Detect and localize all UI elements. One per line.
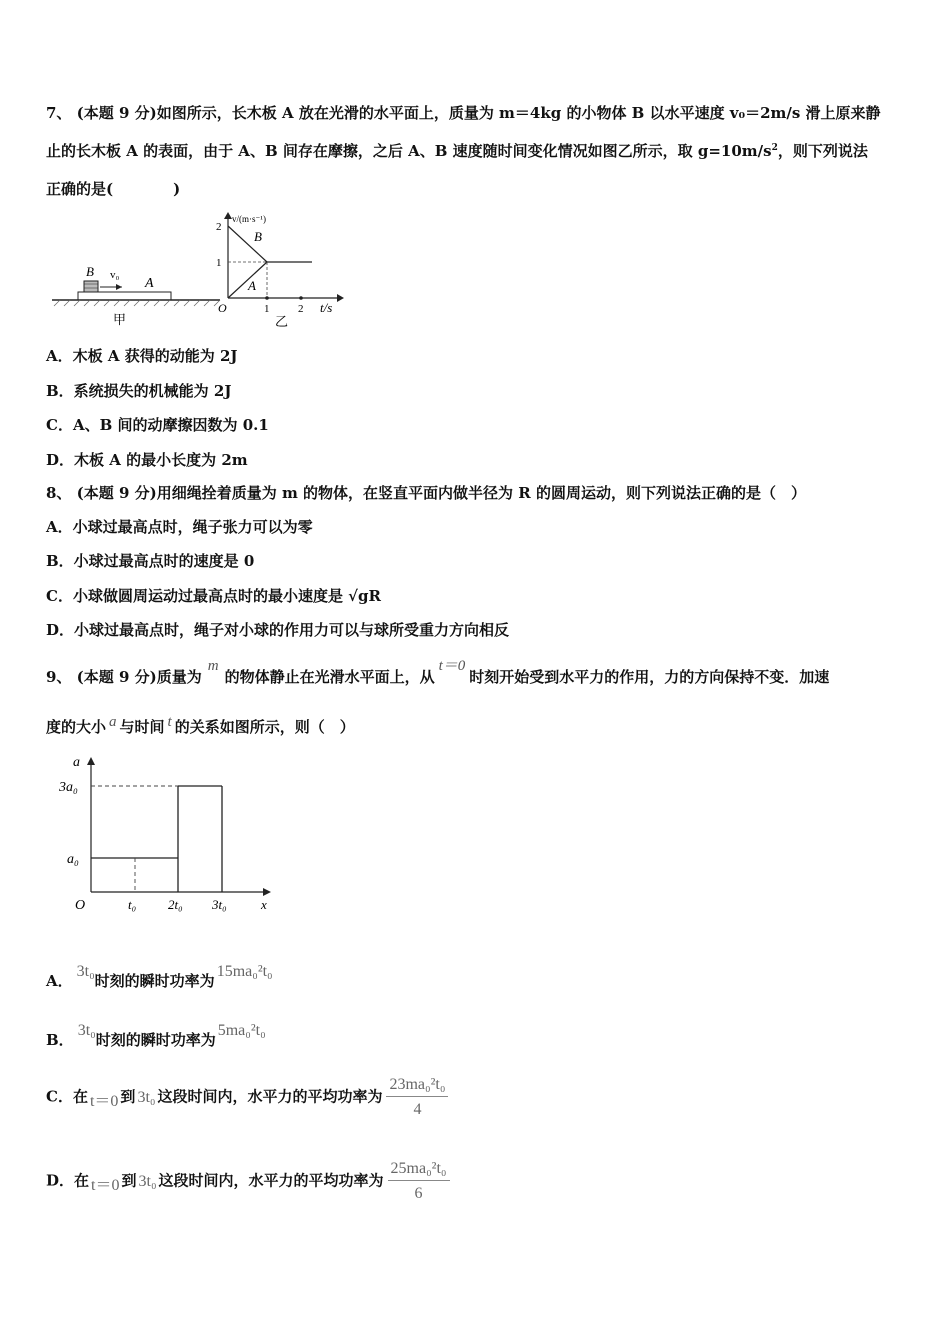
q9-d-t0: t＝0 bbox=[91, 1176, 120, 1194]
origin-o: O bbox=[75, 898, 86, 913]
q9-math-t0: t＝0 bbox=[438, 658, 466, 674]
q9-option-c bbox=[46, 1076, 448, 1119]
q9-line2-part2: 与时间 bbox=[119, 718, 165, 736]
q9-b-expr: 5ma₀²t₀ bbox=[217, 1022, 266, 1039]
tick-3a0: 3a₀ bbox=[59, 780, 78, 795]
v-axis-label: v/(m·s⁻¹) bbox=[232, 214, 266, 224]
label-b: B bbox=[86, 264, 94, 279]
q9-line2-part3: 的关系如图所示，则（ ） bbox=[174, 718, 355, 736]
q9-stem-line2 bbox=[46, 716, 355, 737]
velocity-arrowhead bbox=[116, 284, 122, 290]
q9-math-t: t bbox=[167, 714, 172, 730]
q9-c-t0: t＝0 bbox=[89, 1092, 119, 1110]
q7-figure-jia bbox=[50, 258, 225, 328]
q7-stem-line2-text: 止的长木板 A 的表面，由于 A、B 间存在摩擦，之后 A、B 速度随时间变化情况如图乙所示，取 g=10m/s bbox=[46, 142, 772, 160]
label-a-curve: A bbox=[248, 278, 256, 293]
q7-stem-line2 bbox=[46, 140, 868, 161]
q9-d-pre: 在 bbox=[74, 1171, 90, 1190]
q9-stem-line1 bbox=[46, 658, 830, 687]
q9-d-fraction bbox=[388, 1160, 450, 1203]
q9-math-m: m bbox=[207, 658, 219, 674]
q7-figure-yi bbox=[212, 208, 352, 333]
q9-a-expr: 15ma₀²t₀ bbox=[216, 963, 273, 980]
q9-a-label: A． bbox=[46, 972, 73, 990]
tick-x1: 1 bbox=[264, 303, 270, 315]
q9-option-d bbox=[46, 1160, 450, 1203]
t-axis-label: t/s bbox=[320, 300, 333, 315]
q9-b-label: B． bbox=[46, 1031, 74, 1049]
ground-hatch bbox=[54, 300, 220, 306]
q9-b-text: 时刻的瞬时功率为 bbox=[95, 1031, 216, 1049]
q7-stem-line2-end: ，则下列说法 bbox=[777, 142, 868, 160]
q9-a-text: 时刻的瞬时功率为 bbox=[94, 972, 215, 990]
q8-option-b: B．小球过最高点时的速度是 0 bbox=[46, 552, 255, 570]
q7-exponent: 2 bbox=[771, 143, 778, 153]
q9-c-denominator: 4 bbox=[413, 1101, 422, 1118]
q8-option-d: D．小球过最高点时，绳子对小球的作用力可以与球所受重力方向相反 bbox=[46, 621, 510, 639]
label-b-curve: B bbox=[254, 229, 262, 244]
a-axis-label: a bbox=[73, 755, 80, 770]
q7-option-a: A．木板 A 获得的动能为 2J bbox=[46, 347, 238, 365]
label-a: A bbox=[145, 276, 154, 291]
q9-stem-part3: 时刻开始受到水平力的作用，力的方向保持不变．加速 bbox=[469, 668, 830, 686]
q9-c-fraction bbox=[386, 1076, 448, 1119]
q7-option-d: D．木板 A 的最小长度为 2m bbox=[46, 451, 248, 469]
q9-stem-part2: 的物体静止在光滑水平面上，从 bbox=[224, 668, 435, 686]
tick-t0: t₀ bbox=[128, 897, 137, 912]
caption-yi: 乙 bbox=[275, 314, 289, 329]
q9-c-numerator: 23ma₀²t₀ bbox=[386, 1076, 448, 1097]
q9-c-3t0: 3t₀ bbox=[137, 1088, 156, 1106]
q9-d-denominator: 6 bbox=[414, 1185, 423, 1202]
tick-3t0: 3t₀ bbox=[212, 897, 227, 912]
q9-option-a bbox=[46, 960, 273, 990]
block-b bbox=[84, 281, 98, 292]
origin-label: O bbox=[218, 301, 227, 315]
q9-d-label: D． bbox=[46, 1171, 75, 1190]
q7-stem-line1: 7、 (本题 9 分)如图所示，长木板 A 放在光滑的水平面上，质量为 m＝4kg 的小物体 B 以水平速度 v₀＝2m/s 滑上原来静 bbox=[46, 104, 881, 122]
q9-d-text: 这段时间内，水平力的平均功率为 bbox=[158, 1171, 384, 1190]
q9-a-time: 3t₀ bbox=[76, 963, 95, 980]
q9-c-mid: 到 bbox=[120, 1087, 136, 1106]
q9-c-pre: 在 bbox=[72, 1087, 88, 1106]
label-v0: v₀ bbox=[110, 269, 120, 281]
tick-y2: 2 bbox=[216, 221, 222, 233]
tick-x2: 2 bbox=[298, 303, 304, 315]
q9-d-3t0: 3t₀ bbox=[138, 1172, 157, 1190]
q9-b-time: 3t₀ bbox=[77, 1022, 96, 1039]
q7-option-b: B．系统损失的机械能为 2J bbox=[46, 382, 232, 400]
tick-a0: a₀ bbox=[67, 852, 79, 867]
q9-d-mid: 到 bbox=[121, 1171, 137, 1190]
tick-y1: 1 bbox=[216, 257, 222, 269]
x-axis-label: x bbox=[261, 897, 267, 912]
q9-d-numerator: 25ma₀²t₀ bbox=[388, 1160, 450, 1181]
q8-option-a: A．小球过最高点时，绳子张力可以为零 bbox=[46, 518, 313, 536]
q9-c-text: 这段时间内，水平力的平均功率为 bbox=[157, 1087, 383, 1106]
board-a bbox=[78, 292, 171, 300]
q9-option-b bbox=[46, 1019, 266, 1049]
tick-2t0: 2t₀ bbox=[168, 897, 183, 912]
q9-stem-part1: 9、 (本题 9 分)质量为 bbox=[46, 668, 202, 686]
q9-math-a: a bbox=[109, 714, 117, 730]
q8-stem: 8、 (本题 9 分)用细绳拴着质量为 m 的物体，在竖直平面内做半径为 R 的圆周运动，则下列说法正确的是（ ） bbox=[46, 484, 806, 502]
q7-option-c: C．A、B 间的动摩擦因数为 0.1 bbox=[46, 416, 269, 434]
q9-line2-part1: 度的大小 bbox=[46, 718, 107, 736]
caption-jia: 甲 bbox=[113, 312, 127, 327]
q9-c-label: C． bbox=[46, 1087, 73, 1106]
q9-at-graph bbox=[55, 746, 285, 918]
q8-option-c: C．小球做圆周运动过最高点时的最小速度是 √gR bbox=[46, 587, 381, 605]
q7-stem-line3: 正确的是( ) bbox=[46, 180, 181, 198]
